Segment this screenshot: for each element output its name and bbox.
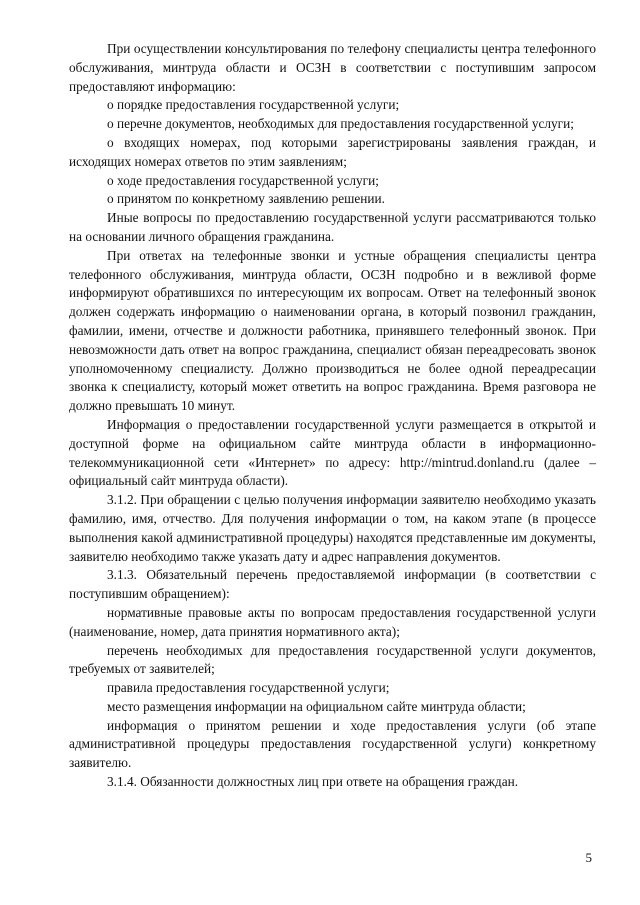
document-body xyxy=(69,40,596,792)
paragraph-other-questions: Иные вопросы по предоставлению государственной услуги рассматриваются только на основании личного обращения гражданина. xyxy=(69,210,596,244)
list-item-incoming-numbers: о входящих номерах, под которыми зарегистрированы заявления граждан, и исходящих номерах ответов по этим заявлениям; xyxy=(69,134,596,169)
paragraph-section-3-1-3: 3.1.3. Обязательный перечень предоставляемой информации (в соответствии с поступившим обращением): xyxy=(69,567,596,602)
list-item-progress: о ходе предоставления государственной услуги; xyxy=(107,172,379,188)
list-item-procedure: о порядке предоставления государственной услуги; xyxy=(107,97,400,113)
list-item-normative-acts: нормативные правовые акты по вопросам предоставления государственной услуги (наименование, номер, дата принятия нормативного акта); xyxy=(69,604,596,639)
list-item-decision-info: информация о принятом решении и ходе предоставления услуги (об этапе административной процедуры предоставления государственной услуги) конкретному заявителю. xyxy=(69,717,596,771)
page-number: 5 xyxy=(585,850,592,865)
list-item-decision: о принятом по конкретному заявлению решении. xyxy=(107,191,385,207)
list-item-documents: о перечне документов, необходимых для предоставления государственной услуги; xyxy=(107,116,574,132)
paragraph-website-info: Информация о предоставлении государственной услуги размещается в открытой и доступной форме на официальном сайте минтруда области в информационно-телекоммуникационной сети «Интернет» по адресу: http://mintrud.donland.ru (далее – официальный сайт минтруда области). xyxy=(69,416,596,489)
list-item-required-documents: перечень необходимых для предоставления государственной услуги документов, требуемых от заявителей; xyxy=(69,642,596,677)
paragraph-consulting-intro: При осуществлении консультирования по телефону специалисты центра телефонного обслуживания, минтруда области и ОСЗН в соответствии с поступившим запросом предоставляют информацию: xyxy=(69,41,596,94)
paragraph-section-3-1-4: 3.1.4. Обязанности должностных лиц при ответе на обращения граждан. xyxy=(107,774,519,790)
list-item-rules: правила предоставления государственной услуги; xyxy=(107,680,390,696)
list-item-placement: место размещения информации на официальном сайте минтруда области; xyxy=(107,698,526,714)
paragraph-phone-answers: При ответах на телефонные звонки и устные обращения специалисты центра телефонного обслуживания, минтруда области, ОСЗН подробно и в вежливой форме информируют обратившихся по интересующим их вопросам. Ответ на телефонный звонок должен содержать информацию о наименовании органа, в который позвонил гражданин, фамилии, имени, отчестве и должности работника, принявшего телефонный звонок. При невозможности дать ответ на вопрос гражданина, специалист обязан переадресовать звонок уполномоченному специалисту. Должно производиться не более одной переадресации звонка к специалисту, который может ответить на вопрос гражданина. Время разговора не должно превышать 10 минут. xyxy=(69,247,596,414)
paragraph-section-3-1-2: 3.1.2. При обращении с целью получения информации заявителю необходимо указать фамилию, имя, отчество. Для получения информации о том, на каком этапе (в процессе выполнения какой административной процедуры) находятся представленные им документы, заявителю необходимо также указать дату и адрес направления документов. xyxy=(69,492,596,564)
